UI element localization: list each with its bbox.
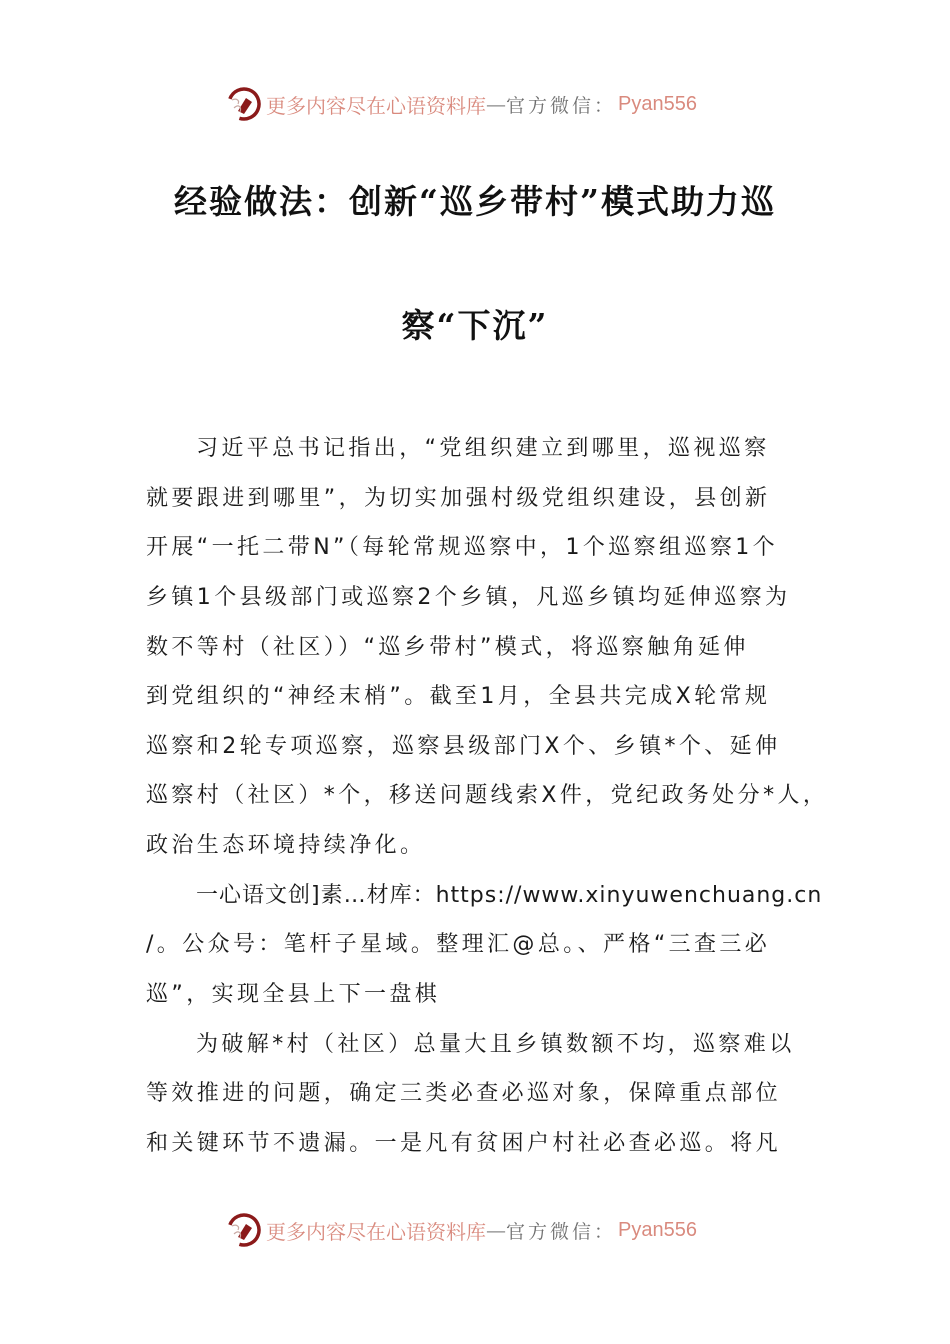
body-line: 乡镇1个县级部门或巡察2个乡镇，凡巡乡镇均延伸巡察为 xyxy=(146,585,791,610)
body-line: 习近平总书记指出，“党组织建立到哪里，巡视巡察 xyxy=(196,436,770,461)
watermark-wechat-id: Pyan556 xyxy=(618,92,697,115)
body-line: 开展“一托二带N”（每轮常规巡察中，1个巡察组巡察1个 xyxy=(146,535,779,560)
body-line: 等效推进的问题，确定三类必查必巡对象，保障重点部位 xyxy=(146,1081,782,1106)
body-line: 巡察和2轮专项巡察，巡察县级部门X个、乡镇*个、延伸 xyxy=(146,734,781,759)
body-line-url: 一心语文创]素…材库：https://www.xinyuwenchuang.cn xyxy=(196,883,823,908)
watermark-wechat-id: Pyan556 xyxy=(618,1218,697,1241)
watermark-official-label: 官方微信： xyxy=(506,94,617,117)
pen-nib-logo-icon xyxy=(226,1212,262,1248)
watermark-main-text: 更多内容尽在心语资料库 xyxy=(266,93,486,118)
section-heading-line: 巡”，实现全县上下一盘棋 xyxy=(146,982,441,1007)
body-line: 政治生态环境持续净化。 xyxy=(146,833,426,858)
body-line: 为破解*村（社区）总量大且乡镇数额不均，巡察难以 xyxy=(196,1032,795,1057)
watermark-dash: — xyxy=(486,1218,506,1242)
document-title-line-2: 察“下沉” xyxy=(401,306,549,345)
pen-nib-logo-icon xyxy=(226,86,262,122)
body-line: 和关键环节不遗漏。一是凡有贫困户村社必查必巡。将凡 xyxy=(146,1131,782,1156)
watermark-dash: — xyxy=(486,92,506,116)
watermark-main-text: 更多内容尽在心语资料库 xyxy=(266,1219,486,1244)
body-line: /。公众号：笔杆子星域。整理汇@总。、严格“三查三必 xyxy=(146,932,771,957)
watermark-official-label: 官方微信： xyxy=(506,1220,617,1243)
header-watermark xyxy=(226,84,697,124)
document-title-line-1: 经验做法：创新“巡乡带村”模式助力巡 xyxy=(174,182,776,221)
footer-watermark xyxy=(226,1210,697,1250)
body-line: 到党组织的“神经末梢”。截至1月，全县共完成X轮常规 xyxy=(146,684,771,709)
body-line: 数不等村（社区））“巡乡带村”模式，将巡察触角延伸 xyxy=(146,635,749,660)
body-line: 巡察村（社区）*个，移送问题线索X件，党纪政务处分*人， xyxy=(146,783,829,808)
body-line: 就要跟进到哪里”，为切实加强村级党组织建设，县创新 xyxy=(146,486,771,511)
